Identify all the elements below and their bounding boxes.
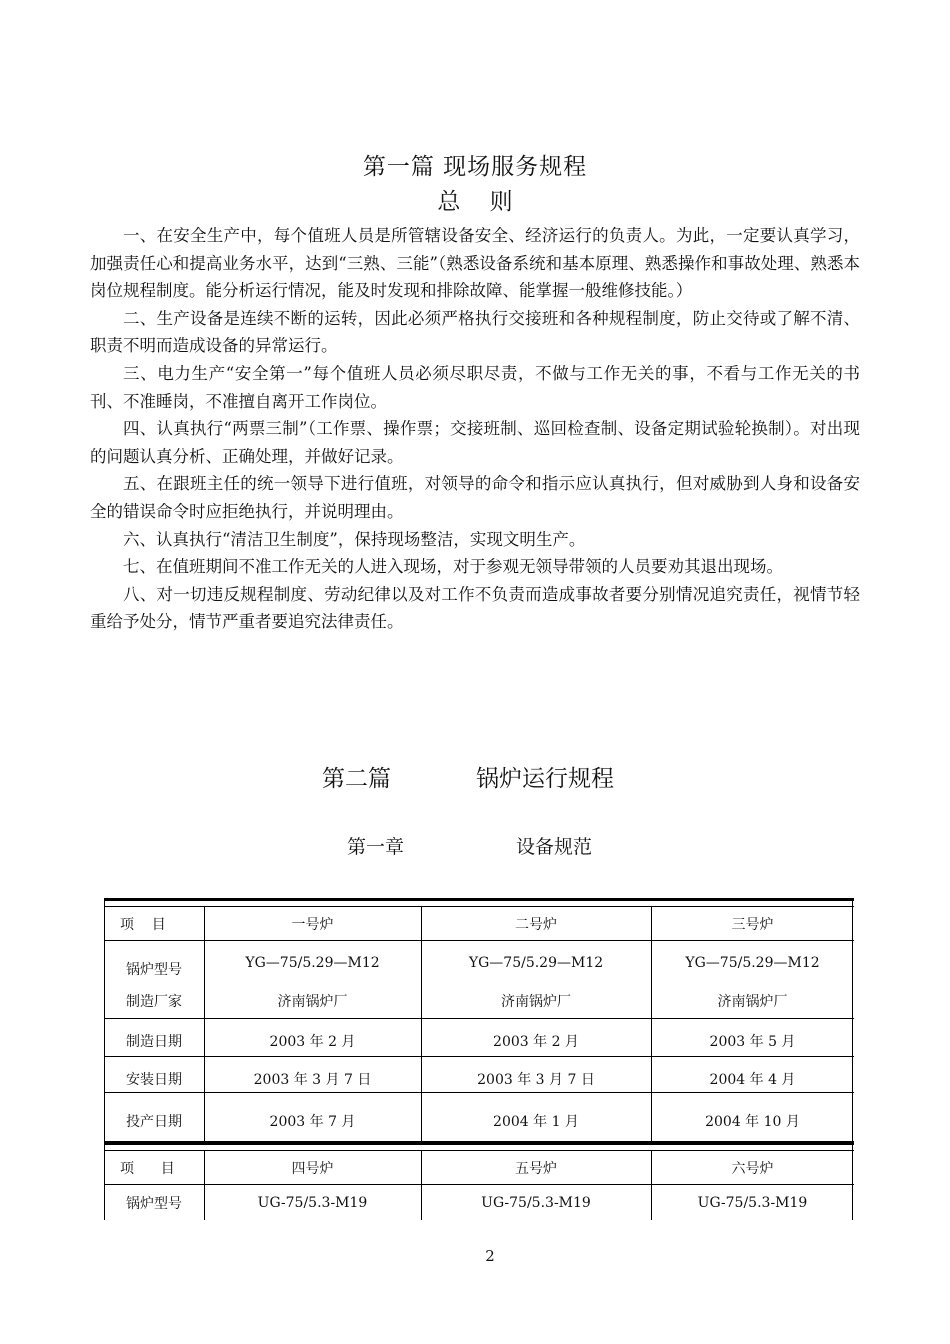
table-header-row [104, 1151, 854, 1184]
table-row [104, 1060, 854, 1098]
table-header-row [104, 907, 854, 940]
row-label: 安装日期 [126, 1072, 182, 1088]
chapter-number: 第一章 [347, 836, 405, 858]
part1-subtitle [0, 183, 950, 216]
header-cell-item: 项 目 [120, 916, 166, 933]
table-row [104, 1185, 854, 1220]
row-label: 锅炉型号 [126, 1195, 182, 1212]
rule-paragraph: 七、在值班期间不准工作无关的人进入现场，对于参观无领导带领的人员要劝其退出现场。 [123, 557, 783, 577]
table-cell: UG-75/5.3-M19 [697, 1194, 808, 1211]
table-row [104, 1100, 854, 1142]
table-cell: 2003 年 2 月 [493, 1034, 579, 1050]
header-cell: 三号炉 [731, 916, 774, 933]
table-cell: 2003 年 3 月 7 日 [477, 1072, 595, 1088]
table-row [104, 941, 854, 985]
rule-paragraph: 一、在安全生产中，每个值班人员是所管辖设备安全、经济运行的负责人。为此，一定要认真学习，加强责任心和提高业务水平，达到“三熟、三能”（熟悉设备系统和基本原理、熟悉操作和事故处理、熟悉本岗位规程制度。能分析运行情况，能及时发现和排除故障、能掌握一般维修技能。） [90, 226, 860, 301]
table-cell: YG—75/5.29—M12 [685, 955, 820, 971]
table-cell: 2003 年 3 月 7 日 [253, 1072, 372, 1088]
table-cell: 济南锅炉厂 [717, 994, 788, 1010]
table-cell: UG-75/5.3-M19 [257, 1194, 368, 1211]
general-rules-body [90, 222, 860, 636]
rule-paragraph: 八、对一切违反规程制度、劳动纪律以及对工作不负责而造成事故者要分别情况追究责任，视情节轻重给予处分，情节严重者要追究法律责任。 [90, 584, 860, 632]
table-cell: 2003 年 5 月 [709, 1034, 796, 1050]
part2-number: 第二篇 [322, 766, 391, 792]
header-cell: 六号炉 [731, 1160, 774, 1177]
table-cell: YG—75/5.29—M12 [468, 955, 604, 971]
row-label: 制造厂家 [126, 994, 182, 1010]
part1-title: 第一篇 现场服务规程 [362, 154, 588, 180]
table-cell: 2004 年 1 月 [493, 1114, 579, 1130]
row-label: 制造日期 [126, 1034, 182, 1050]
row-label: 锅炉型号 [126, 962, 182, 978]
table-top-border [104, 898, 854, 901]
equipment-spec-table [104, 898, 854, 1220]
table-cell: 2004 年 10 月 [705, 1114, 800, 1130]
rule-paragraph: 三、电力生产“安全第一”每个值班人员必须尽职尽责，不做与工作无关的事，不看与工作无关的书刊、不准睡岗，不准擅自离开工作岗位。 [90, 363, 860, 411]
rule-paragraph: 二、生产设备是连续不断的运转，因此必须严格执行交接班和各种规程制度，防止交待或了解不清、职责不明而造成设备的异常运行。 [90, 308, 860, 356]
part2-name: 锅炉运行规程 [476, 766, 614, 792]
table-cell: UG-75/5.3-M19 [481, 1194, 591, 1211]
row-label: 投产日期 [126, 1114, 182, 1130]
rule-paragraph: 五、在跟班主任的统一领导下进行值班，对领导的命令和指示应认真执行，但对威胁到人身和设备安全的错误命令时应拒绝执行，并说明理由。 [90, 474, 860, 521]
header-cell: 四号炉 [291, 1160, 334, 1177]
table-cell: YG—75/5.29—M12 [245, 955, 380, 971]
header-cell: 一号炉 [291, 916, 334, 933]
general-rules-heading: 总 则 [437, 189, 513, 215]
chapter-name: 设备规范 [516, 836, 593, 858]
table-row [104, 984, 854, 1018]
header-cell: 五号炉 [515, 1160, 557, 1177]
table-cell: 济南锅炉厂 [277, 994, 348, 1010]
table-cell: 2003 年 2 月 [269, 1034, 356, 1050]
table-cell: 2003 年 7 月 [269, 1114, 356, 1130]
header-cell-item: 项 目 [120, 1160, 175, 1177]
table-row [104, 1019, 854, 1063]
page-number: 2 [485, 1247, 495, 1265]
table-cell: 济南锅炉厂 [501, 994, 571, 1010]
table-cell: 2004 年 4 月 [709, 1072, 796, 1088]
rule-paragraph: 四、认真执行“两票三制”（工作票、操作票；交接班制、巡回检查制、设备定期试验轮换制）。对出现的问题认真分析、正确处理，并做好记录。 [90, 419, 860, 466]
rule-paragraph: 六、认真执行“清洁卫生制度”，保持现场整洁，实现文明生产。 [123, 529, 586, 549]
header-cell: 二号炉 [515, 916, 557, 933]
